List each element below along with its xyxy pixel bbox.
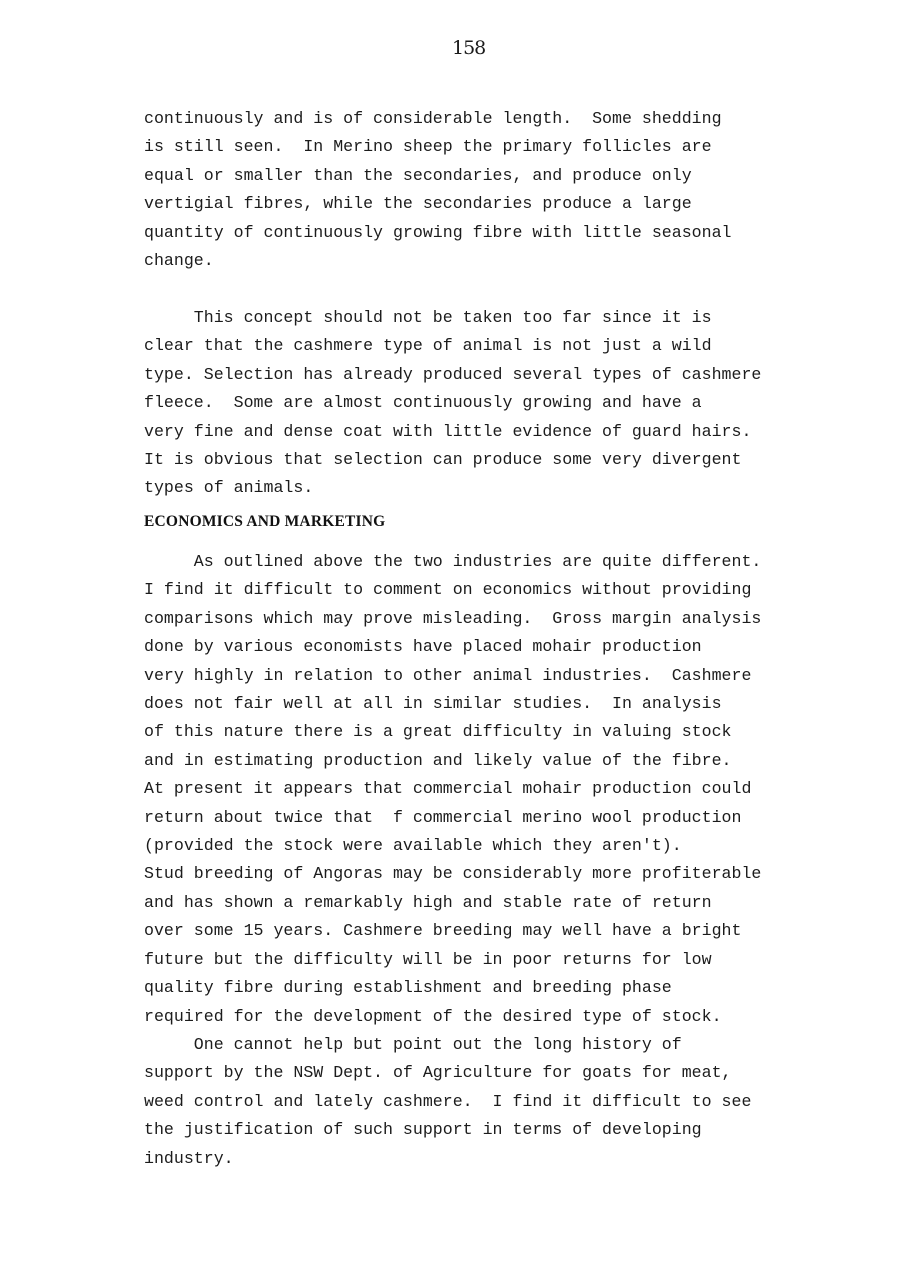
paragraph-economics-analysis: As outlined above the two industries are quite different. I find it difficult to comment on economics without providing comparisons which may prove misleading. Gross margin analysis done by various economists have placed mohair production very highly in relation to other animal industries. Cashmere does not fair well at all in similar studies. In analysis of this nature there is a great difficulty in valuing stock and in estimating production and likely value of the fibre. At present it appears that commercial mohair production could return about twice that f commercial merino wool production (provided the stock were available which they aren't). Stud breeding of Angoras may be considerably more profiterable and has shown a remarkably high and stable rate of return over some 15 years. Cashmere breeding may well have a bright future but the difficulty will be in poor returns for low quality fibre during establishment and breeding phase required for the development of the desired type of stock.	[144, 552, 762, 1026]
paragraph-cashmere-selection: This concept should not be taken too far since it is clear that the cashmere type of animal is not just a wild type. Selection has already produced several types of cashmere fleece. Some are almost continuously growing and have a very fine and dense coat with little evidence of guard hairs. It is obvious that selection can produce some very divergent types of animals.	[144, 308, 762, 498]
page-number: 158	[452, 37, 486, 59]
section-heading-economics: ECONOMICS AND MARKETING	[144, 513, 386, 530]
paragraph-nsw-support: One cannot help but point out the long history of support by the NSW Dept. of Agriculture for goats for meat, weed control and lately cashmere. I find it difficult to see the justification of such support in terms of developing industry.	[144, 1035, 752, 1168]
paragraph-follicle-comparison: continuously and is of considerable length. Some shedding is still seen. In Merino sheep the primary follicles are equal or smaller than the secondaries, and produce only vertigial fibres, while the secondaries produce a large quantity of continuously growing fibre with little seasonal change.	[144, 109, 732, 271]
